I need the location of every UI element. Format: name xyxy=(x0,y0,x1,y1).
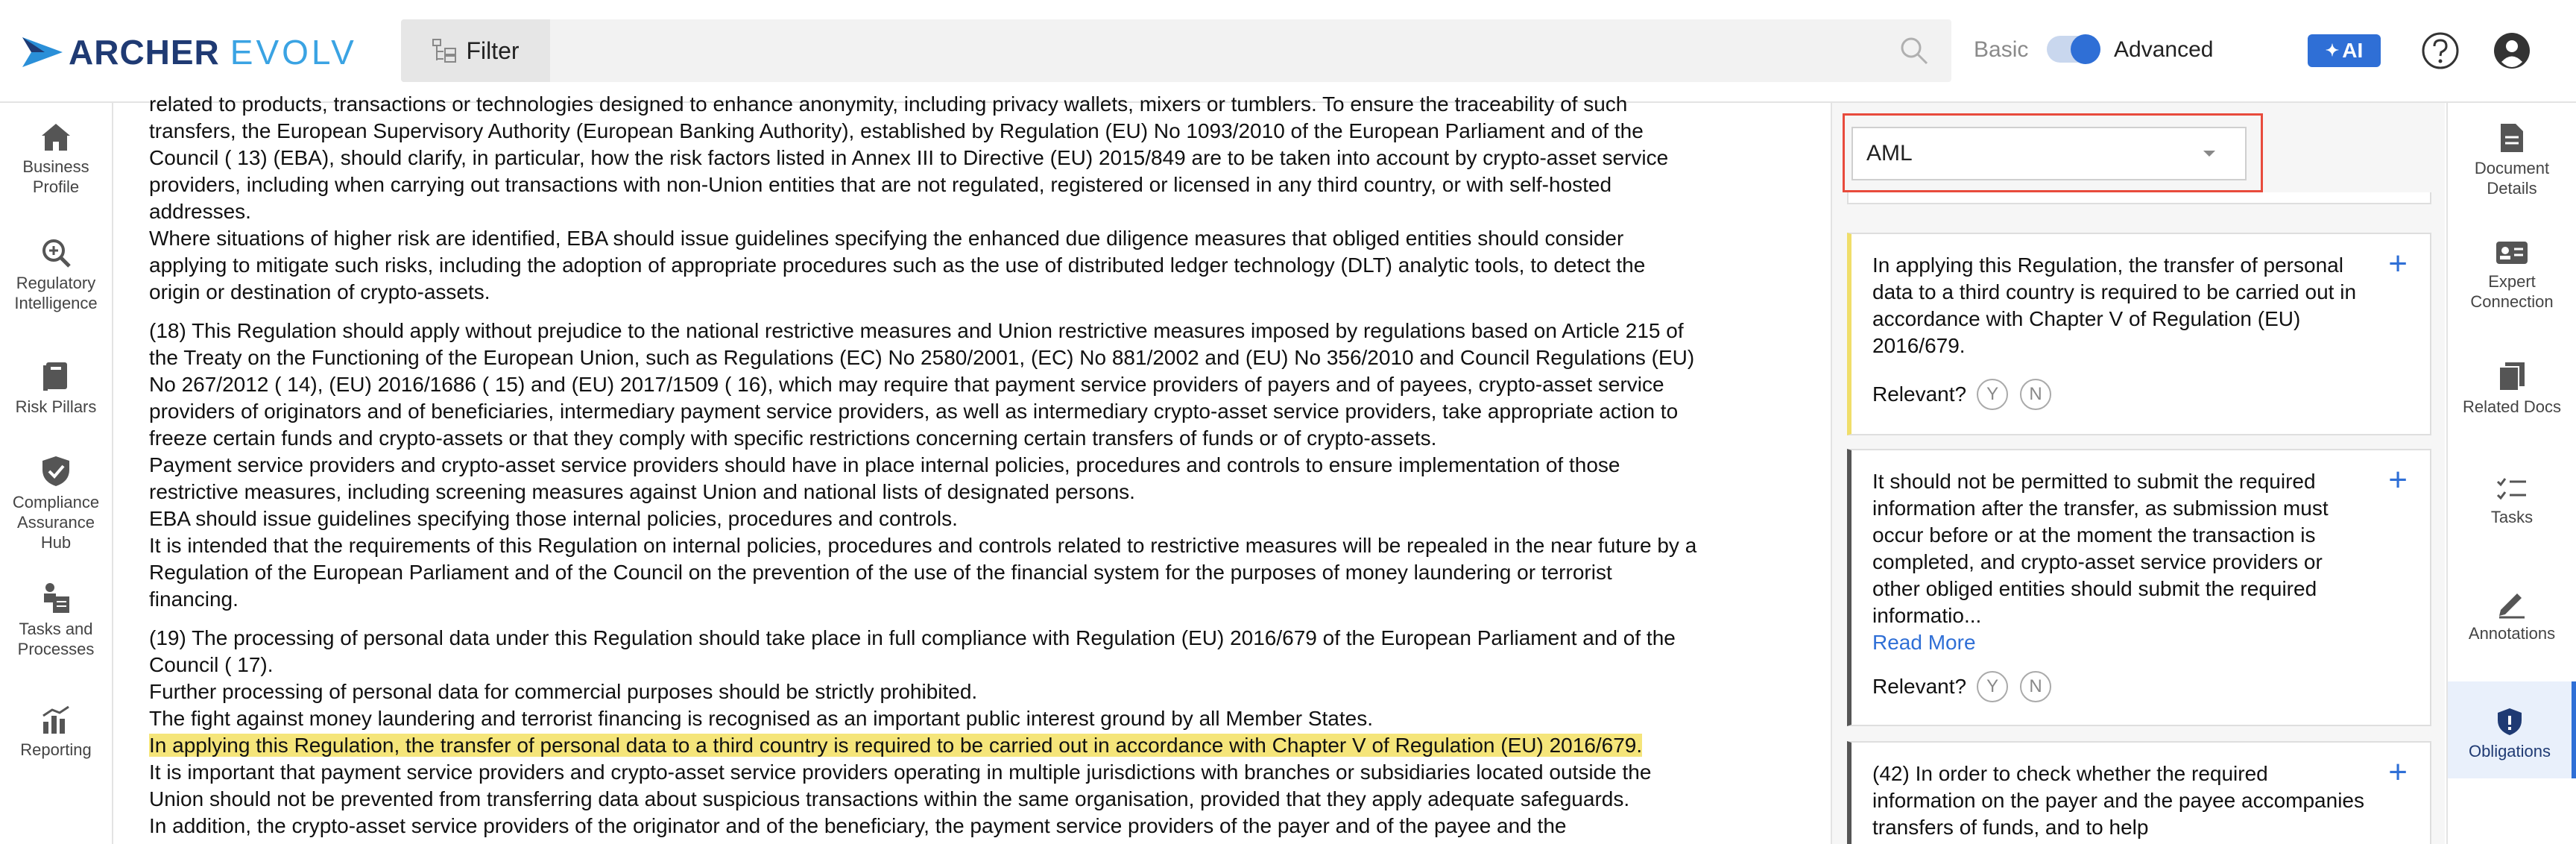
doc-line: Payment service providers and crypto-asset service providers should have in place internal policies, procedures and controls to ensure implementation of those xyxy=(149,453,1620,476)
nav-label: Profile xyxy=(32,177,80,196)
basic-advanced-toggle[interactable] xyxy=(2047,36,2100,63)
shield-icon xyxy=(2496,707,2523,737)
nav-item-document-details[interactable] xyxy=(2448,122,2576,198)
document-paragraph xyxy=(149,91,1796,306)
nav-label: Assurance xyxy=(17,513,95,532)
read-more-link[interactable]: Read More xyxy=(1872,631,1976,654)
obligation-category-dropdown[interactable] xyxy=(1852,127,2247,180)
id-card-icon xyxy=(2495,239,2529,267)
doc-line: Regulation of the European Parliament and of the Council on the prevention of the use of the financial system for the purposes of money laundering or terrorist xyxy=(149,561,1612,584)
obligation-text-body: It should not be permitted to submit the required information after the transfer, as submission must occur before or at the moment the transaction is completed, and crypto-asset service providers or other obliged entities should submit the required informatio... xyxy=(1872,470,2329,627)
nav-label: Tasks and xyxy=(19,620,93,638)
pencil-icon xyxy=(2496,588,2528,619)
obligation-text: In applying this Regulation, the transfer of personal data to a third country is required to be carried out in accordance with Chapter V of Regulation (EU) 2016/679. xyxy=(1872,253,2357,357)
nav-label: Reporting xyxy=(20,740,92,759)
relevant-yes-button[interactable]: Y xyxy=(1977,379,2008,410)
doc-line: providers, including when carrying out transactions with non-Union entities that are not regulated, registered or licensed in any third country, or with self-hosted xyxy=(149,173,1612,196)
add-obligation-plus-icon[interactable]: + xyxy=(2388,754,2408,790)
sparkle-icon: ✦ xyxy=(2325,41,2340,60)
obligation-card[interactable] xyxy=(1847,233,2431,435)
document-paragraph-19 xyxy=(149,625,1796,840)
nav-item-regulatory-intelligence[interactable] xyxy=(0,237,112,313)
nav-item-business-profile[interactable] xyxy=(0,122,112,197)
doc-line: restrictive measures, including screening measures against Union and national lists of designated persons. xyxy=(149,480,1135,503)
logo-text-evolv: EVOLV xyxy=(230,33,357,72)
doc-line: The fight against money laundering and terrorist financing is recognised as an important public interest ground by all Member States. xyxy=(149,707,1374,730)
toggle-knob xyxy=(2071,34,2100,64)
top-header xyxy=(0,0,2576,103)
relevant-label: Relevant? xyxy=(1872,382,1967,406)
doc-line: providers of originators and of beneficiaries, intermediary payment service providers, as well as intermediary crypto-asset service providers, take appropriate action to xyxy=(149,400,1679,423)
doc-line: It is intended that the requirements of this Regulation on internal policies, procedures and controls related to restrictive measures will be repealed in the near future by a xyxy=(149,534,1697,557)
dropdown-value: AML xyxy=(1866,141,1913,166)
left-navigation xyxy=(0,103,113,844)
nav-item-risk-pillars[interactable] xyxy=(0,361,112,417)
obligations-panel xyxy=(1831,103,2445,844)
bar-chart-icon xyxy=(40,705,72,735)
book-icon xyxy=(42,361,70,392)
mode-basic-label: Basic xyxy=(1974,37,2029,62)
add-obligation-plus-icon[interactable]: + xyxy=(2388,245,2408,282)
relevance-controls xyxy=(1872,379,2051,410)
doc-line: addresses. xyxy=(149,200,251,223)
ai-button[interactable] xyxy=(2308,34,2381,67)
relevance-controls xyxy=(1872,671,2051,702)
help-icon[interactable] xyxy=(2421,31,2460,70)
logo-text-archer: ARCHER xyxy=(69,33,220,72)
mode-advanced-label: Advanced xyxy=(2114,37,2214,62)
nav-label: Document xyxy=(2474,159,2550,177)
doc-line: Union should not be prevented from transferring data about suspicious transactions within the same organisation, provided that they apply adequate safeguards. xyxy=(149,787,1630,810)
relevant-yes-button[interactable]: Y xyxy=(1977,671,2008,702)
doc-line: (19) The processing of personal data under this Regulation should take place in full compliance with Regulation (EU) 2016/679 of the European Parliament and of the xyxy=(149,626,1676,649)
obligation-card[interactable] xyxy=(1847,449,2431,726)
filter-button-label: Filter xyxy=(466,37,520,64)
filter-tree-icon xyxy=(432,38,458,63)
nav-item-compliance-assurance-hub[interactable] xyxy=(0,455,112,552)
logo-arrow-icon xyxy=(22,37,63,67)
search-bar[interactable] xyxy=(401,19,1951,82)
nav-item-expert-connection[interactable] xyxy=(2448,239,2576,312)
nav-item-obligations[interactable] xyxy=(2448,681,2576,778)
nav-label: Details xyxy=(2487,179,2537,198)
nav-item-tasks[interactable] xyxy=(2448,476,2576,527)
doc-line: (18) This Regulation should apply without prejudice to the national restrictive measures and Union restrictive measures imposed by regulations based on Article 215 of xyxy=(149,319,1684,342)
nav-label: Connection xyxy=(2470,292,2554,311)
doc-line: freeze certain funds and crypto-assets or that they comply with specific restrictions concerning certain transfers of funds or of crypto-assets. xyxy=(149,426,1437,450)
ai-button-label: AI xyxy=(2342,39,2364,62)
nav-label: Related Docs xyxy=(2462,397,2562,416)
nav-item-annotations[interactable] xyxy=(2448,588,2576,643)
doc-line: applying to mitigate such risks, including the adoption of appropriate procedures such as the use of distributed ledger technology (DLT) analytic tools, to detect the xyxy=(149,253,1646,277)
doc-line: financing. xyxy=(149,588,239,611)
docs-icon xyxy=(2498,361,2526,392)
obligation-card[interactable] xyxy=(1847,741,2431,844)
doc-line: related to products, transactions or technologies designed to enhance anonymity, including privacy wallets, mixers or tumblers. To ensure the traceability of such xyxy=(149,92,1628,116)
highlighted-obligation-text[interactable]: In applying this Regulation, the transfer of personal data to a third country is required to be carried out in accordance with Chapter V of Regulation (EU) 2016/679. xyxy=(149,734,1643,757)
house-icon xyxy=(40,122,72,152)
nav-label: Regulatory xyxy=(16,274,96,292)
doc-line: Council ( 17). xyxy=(149,653,274,676)
archer-evolv-logo[interactable] xyxy=(22,31,357,73)
nav-item-tasks-and-processes[interactable] xyxy=(0,582,112,659)
relevant-label: Relevant? xyxy=(1872,675,1967,698)
doc-line: EBA should issue guidelines specifying those internal policies, procedures and controls. xyxy=(149,507,958,530)
doc-line: Where situations of higher risk are identified, EBA should issue guidelines specifying the enhanced due diligence measures that obliged entities should consider xyxy=(149,227,1624,250)
previous-card-edge xyxy=(1847,192,2431,204)
search-icon[interactable] xyxy=(1899,36,1929,66)
nav-label: Tasks xyxy=(2490,508,2534,526)
obligation-text xyxy=(1872,468,2364,656)
relevant-no-button[interactable]: N xyxy=(2020,379,2051,410)
nav-label: Intelligence xyxy=(14,294,98,312)
doc-line: Council ( 13) (EBA), should clarify, in particular, how the risk factors listed in Annex III to Directive (EU) 2015/849 are to be taken into account by crypto-asset service xyxy=(149,146,1669,169)
doc-line: transfers, the European Supervisory Authority (European Banking Authority), established by Regulation (EU) No 1093/2010 of the European Parliament and of the xyxy=(149,119,1644,142)
doc-line: It is important that payment service providers and crypto-asset service providers operating in multiple jurisdictions with branches or subsidiaries located outside the xyxy=(149,760,1652,784)
person-list-icon xyxy=(41,582,71,614)
doc-line: origin or destination of crypto-assets. xyxy=(149,280,490,303)
nav-label: Risk Pillars xyxy=(15,397,97,416)
magnifier-icon xyxy=(40,237,72,268)
add-obligation-plus-icon[interactable]: + xyxy=(2388,462,2408,498)
nav-label: Hub xyxy=(40,533,72,552)
nav-label: Annotations xyxy=(2468,624,2556,643)
nav-label: Expert xyxy=(2488,272,2536,291)
doc-line: No 267/2012 ( 14), (EU) 2016/1686 ( 15) and (EU) 2017/1509 ( 16), which may require that payment service providers of payers and of payees, crypto-asset service xyxy=(149,373,1664,396)
doc-line: the Treaty on the Functioning of the European Union, such as Regulations (EC) No 2580/2001, (EC) No 881/2002 and (EU) No 356/2010 and Council Regulations (EU) xyxy=(149,346,1695,369)
nav-label: Obligations xyxy=(2468,742,2551,760)
nav-label: Compliance xyxy=(12,493,100,511)
user-avatar-icon[interactable] xyxy=(2493,31,2531,70)
shield-check-icon xyxy=(41,455,71,488)
document-viewer[interactable] xyxy=(149,91,1796,844)
doc-line: Further processing of personal data for commercial purposes should be strictly prohibited. xyxy=(149,680,978,703)
obligation-text: (42) In order to check whether the required information on the payer and the payee accompanies transfers of funds, and to help xyxy=(1872,762,2364,839)
nav-label: Business xyxy=(22,157,89,176)
nav-label: Processes xyxy=(17,640,95,658)
nav-item-related-docs[interactable] xyxy=(2448,361,2576,417)
doc-line: In addition, the crypto-asset service providers of the originator and of the beneficiary, the payment service providers of the payer and of the payee and the xyxy=(149,814,1567,837)
right-navigation xyxy=(2446,103,2576,844)
caret-down-icon xyxy=(2203,151,2215,157)
relevant-no-button[interactable]: N xyxy=(2020,671,2051,702)
checklist-icon xyxy=(2496,476,2528,503)
document-paragraph-18 xyxy=(149,318,1796,613)
document-icon xyxy=(2499,122,2525,154)
filter-button[interactable] xyxy=(401,19,550,82)
nav-item-reporting[interactable] xyxy=(0,705,112,760)
